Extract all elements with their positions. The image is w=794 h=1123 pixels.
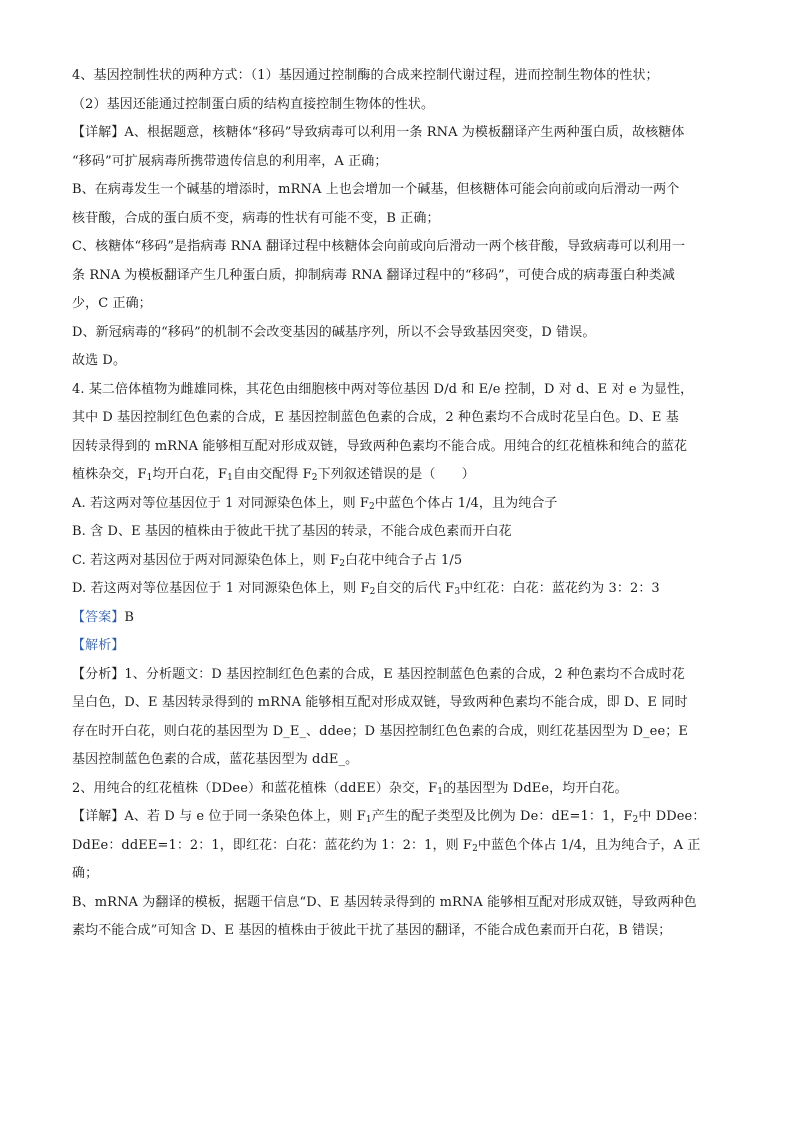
text-line: 条 RNA 为模板翻译产生几种蛋白质，抑制病毒 RNA 翻译过程中的“移码”，可使合成的病毒蛋白种类减 [72, 267, 676, 283]
text-line: B、在病毒发生一个碱基的增添时，mRNA 上也会增加一个碱基，但核糖体可能会向前或向后滑动一两个 [72, 182, 680, 197]
analysis-line: 【详解】A、若 D 与 e 位于同一条染色体上，则 $F_1$产生的配子类型及比例为 De：dE=1：1，$F_2$中 DDee： [72, 809, 706, 825]
analysis-line: 存在时开白花，则白花的基因型为 D_E_、ddee；D 基因控制红色色素的合成，则红花基因型为 D_ee；E [72, 723, 688, 739]
question-stem-line: 其中 D 基因控制红色色素的合成，E 基因控制蓝色色素的合成，2 种色素均不合成时花呈白色。D、E 基 [72, 410, 679, 425]
analysis-line: B、mRNA 为翻译的模板，据题干信息“D、E 基因转录得到的 mRNA 能够相互配对形成双链，导致两种色 [72, 894, 697, 910]
analysis-line: 【分析】1、分析题文：D 基因控制红色色素的合成，E 基因控制蓝色色素的合成，2 种色素均不合成时花 [72, 666, 685, 682]
option-b: B. 含 D、E 基因的植株由于彼此干扰了基因的转录，不能合成色素而开白花 [72, 524, 512, 539]
text-line: （2）基因还能通过控制蛋白质的结构直接控制生物体的性状。 [72, 96, 435, 112]
text-line: D、新冠病毒的“移码”的机制不会改变基因的碱基序列，所以不会导致基因突变，D 错误。 [72, 324, 596, 340]
answer-label: 【答案】 [72, 609, 125, 625]
question-stem-line: 4. 某二倍体植物为雌雄同株，其花色由细胞核中两对等位基因 D/d 和 E/e 控制，D 对 d、E 对 e 为显性， [72, 381, 694, 397]
answer-value: B [124, 609, 135, 625]
text-line: “移码”可扩展病毒所携带遗传信息的利用率，A 正确； [72, 153, 388, 169]
question-stem-line: 植株杂交，$F_1$均开白花，$F_1$自由交配得 $F_2$下列叙述错误的是（ ） [72, 467, 475, 483]
analysis-line: 素均不能合成”可知含 D、E 基因的植株由于彼此干扰了基因的翻译，不能合成色素而开白花，B 错误； [72, 923, 672, 938]
answer-line [72, 604, 722, 633]
text-line: 故选 D。 [72, 353, 127, 368]
document-page [72, 62, 722, 946]
option-d: D. 若这两对等位基因位于 1 对同源染色体上，则 $F_2$自交的后代 $F_3$中红花：白花：蓝花约为 3：2：3 [72, 581, 660, 597]
analysis-line: 确； [72, 866, 99, 881]
analysis-line: 2、用纯合的红花植株（DDee）和蓝花植株（ddEE）杂交，$F_1$的基因型为 DdEe，均开白花。 [72, 780, 628, 797]
text-line: 少，C 正确； [72, 296, 152, 311]
option-a: A. 若这两对等位基因位于 1 对同源染色体上，则 $F_2$中蓝色个体占 1/4，且为纯合子 [72, 495, 558, 512]
analysis-line: 基因控制蓝色色素的合成，蓝花基因型为 ddE_。 [72, 752, 359, 767]
analysis-line: DdEe：ddEE=1：2：1，即红花：白花：蓝花约为 1：2：1，则 $F_2$中蓝色个体占 1/4，且为纯合子，A 正 [72, 837, 701, 854]
text-line: C、核糖体“移码”是指病毒 RNA 翻译过程中核糖体会向前或向后滑动一两个核苷酸，导致病毒可以利用一 [72, 239, 686, 254]
text-line: 4、基因控制性状的两种方式：（1）基因通过控制酶的合成来控制代谢过程，进而控制生物体的性状； [72, 68, 659, 83]
question-stem-line: 因转录得到的 mRNA 能够相互配对形成双链，导致两种色素均不能合成。用纯合的红花植株和纯合的蓝花 [72, 438, 688, 454]
analysis-label: 【解析】 [72, 638, 125, 653]
analysis-heading [72, 632, 722, 661]
analysis-line: 呈白色，D、E 基因转录得到的 mRNA 能够相互配对形成双链，导致两种色素均不能合成，即 D、E 同时 [72, 695, 688, 710]
text-line: 【详解】A、根据题意，核糖体“移码”导致病毒可以利用一条 RNA 为模板翻译产生两种蛋白质，故核糖体 [72, 125, 685, 140]
option-c: C. 若这两对基因位于两对同源染色体上，则 $F_2$白花中纯合子占 1/5 [72, 552, 463, 569]
text-line: 核苷酸，合成的蛋白质不变，病毒的性状有可能不变，B 正确； [72, 210, 440, 226]
